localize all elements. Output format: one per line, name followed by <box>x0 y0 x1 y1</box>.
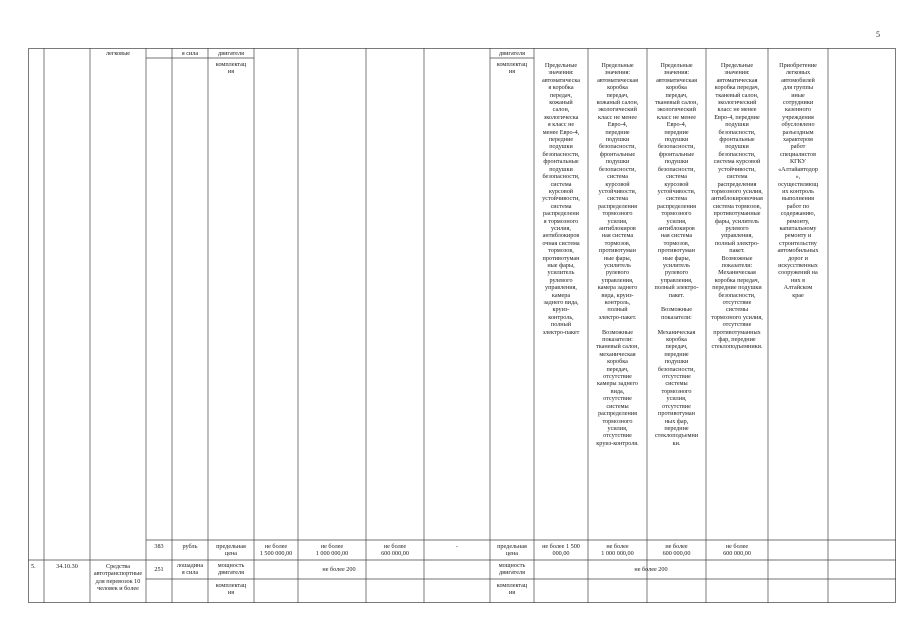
price-value-2: не более 1 000 000,00 <box>315 543 349 558</box>
equipment-label-5b: комплектац ия <box>496 582 528 597</box>
power-label-5: мощность двигателя <box>217 562 245 577</box>
price-value-1: не более 1 500 000,00 <box>259 543 293 558</box>
price-label-2: предельная цена <box>497 543 527 558</box>
justification-note: Приобретение легковых автомобилей для группы иные сотрудники казенного учреждения обусловлено разъездным характером работ специалистов КГКУ «Алтайавтодор », осуществляющ их контроль выполнения работ по содержанию, ремонту, капитальному ремонту и строительству автомобильных дорог и искусственных сооружений на них в Алтайском крае <box>777 62 819 299</box>
equipment-label-5: комплектац ия <box>215 582 247 597</box>
equipment-value-4: Предельные значения: автоматическая коробка передач, тканевый салон, экологический класс не менее Евро-4, передние подушки безопасности, фронтальные подушки безопасности, система курсовой устойчивости, система распределения тормозного усилия, антиблокировочная система тормозов, противотуманные фары, усилитель рулевого управления, полный электро- пакет. Возможные показатели: Механическая коробка передач, передние подушки безопасности, отсутствие системы тормозного усилия, отсутствие противотуманных фар, передние стеклоподъемники. <box>711 62 763 351</box>
page-number: 5 <box>876 30 880 39</box>
power-unit: я сила <box>181 50 199 57</box>
okei-code: 251 <box>154 566 164 573</box>
price-dash: - <box>455 543 459 550</box>
power-label-2: двигателя <box>499 50 525 57</box>
row-number: 5. <box>31 563 36 570</box>
power-label-5b: мощность двигателя <box>498 562 526 577</box>
product-name: легковые <box>106 50 130 57</box>
price-code: 383 <box>154 543 164 550</box>
equipment-value-2: Предельные значения: автоматическая коробка передач, кожаный салон, экологический класс не менее Евро-4, передние подушки безопасности, фронтальные подушки безопасности, система курсовой устойчивости, система распределения тормозного усилия, антиблокиров ная система тормозов, противотуман ные фары, усилитель рулевого управления, камера заднего вида, круиз- контроль, полный электро-пакет. Возможные показатели: тканевый салон, механическая коробка передач, отсутствие камеры заднего вида, отсутствие системы распределения тормозного усилия, отсутствие круиз-контроля. <box>595 62 640 447</box>
equipment-value-3: Предельные значения: автоматическая коробка передач, тканевый салон, экологический класс не менее Евро-4, передние подушки безопасности, фронтальные подушки безопасности, система курсовой устойчивости, система распределения тормозного усилия, антиблокиров ная система тормозов, противотуман ные фары, усилитель рулевого управления, полный электро- пакет. Возможные показатели: Механическая коробка передач, передние подушки безопасности, отсутствие системы тормозного усилия, отсутствие противотуман ных фар, передние стеклоподъемни ки. <box>654 62 699 447</box>
requirements-table <box>28 48 896 603</box>
price-value-6: не более 600 000,00 <box>662 543 691 558</box>
price-value-4: не более 1 500 000,00 <box>542 543 580 558</box>
equipment-label: комплектац ия <box>215 61 247 76</box>
price-unit: рубль <box>182 543 198 550</box>
okpd-code: 34.10.30 <box>56 563 78 570</box>
power-unit-5: лошадина я сила <box>176 562 204 577</box>
equipment-label-2: комплектац ия <box>496 61 528 76</box>
price-value-5: не более 1 000 000,00 <box>601 543 634 558</box>
price-value-3: не более 600 000,00 <box>381 543 409 558</box>
power-label: двигателя <box>218 50 244 57</box>
power-value-5: не более 200 <box>322 566 356 573</box>
equipment-value-1: Предельные значения: автоматическа я коробка передач, кожаный салон, экологическа я класс не менее Евро-4, передние подушки безопасности, фронтальные подушки безопасности, система курсовой устойчивости, система распределени я тормозного усилия, антиблокиров очная система тормозов, противотуман ные фары, усилитель рулевого управления, камера заднего вида, круиз- контроль, полный электро-пакет <box>541 62 580 336</box>
price-label: предельная цена <box>216 543 246 558</box>
power-value-5b: не более 200 <box>634 566 668 573</box>
price-value-7: не более 600 000,00 <box>723 543 751 558</box>
product-name-5: Средства автотранспортные для перевозок 10 человек и более <box>93 563 143 593</box>
